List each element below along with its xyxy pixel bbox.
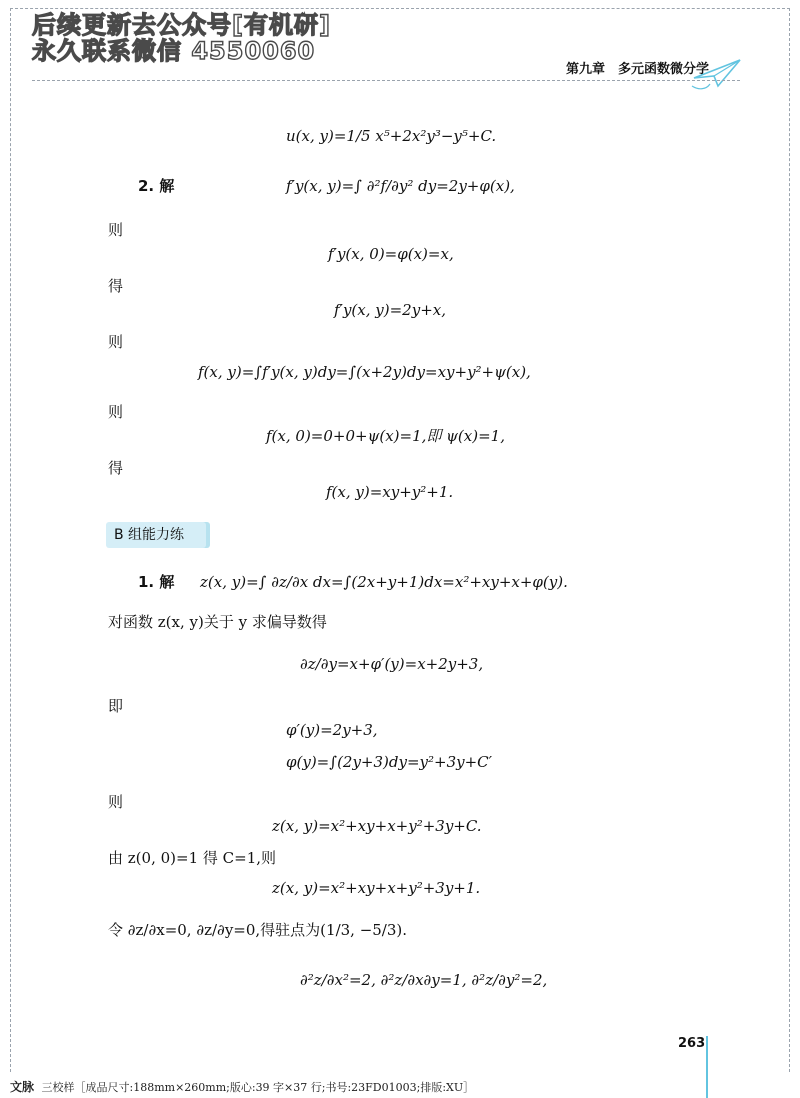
- footer-info: 三校样［成品尺寸:188mm×260mm;版心:39 字×37 行;书号:23FD01003;排版:XU］: [41, 1081, 475, 1094]
- equation-phi-prime: φ′(y)=2y+3,: [286, 721, 378, 739]
- equation-f-x0: f(x, 0)=0+0+ψ(x)=1,即 ψ(x)=1,: [266, 427, 505, 445]
- header-rule: [32, 80, 740, 81]
- watermark-line-1: 后续更新去公众号[有机研]: [32, 11, 331, 39]
- page-frame-top: [10, 8, 790, 9]
- page-number: 263: [678, 1036, 706, 1051]
- page-frame-left: [10, 8, 11, 1072]
- text-ji: 即: [108, 697, 124, 715]
- text-de-1: 得: [108, 277, 124, 295]
- equation-fy-integral: f′y(x, y)=∫ ∂²f/∂y² dy=2y+φ(x),: [286, 177, 515, 195]
- text-ze-3: 则: [108, 403, 124, 421]
- text-partial-y: 对函数 z(x, y)关于 y 求偏导数得: [108, 613, 327, 631]
- equation-fy-x0: f′y(x, 0)=φ(x)=x,: [328, 245, 454, 263]
- equation-fy-result: f′y(x, y)=2y+x,: [334, 301, 446, 319]
- text-ze-1: 则: [108, 221, 124, 239]
- text-condition: 由 z(0, 0)=1 得 C=1,则: [108, 849, 277, 867]
- equation-f-final: f(x, y)=xy+y²+1.: [326, 483, 454, 501]
- text-ze-4: 则: [108, 793, 124, 811]
- equation-z-integral: z(x, y)=∫ ∂z/∂x dx=∫(2x+y+1)dx=x²+xy+x+φ(y).: [200, 573, 568, 591]
- equation-z-with-c: z(x, y)=x²+xy+x+y²+3y+C.: [272, 817, 482, 835]
- footer: [10, 1078, 474, 1095]
- problem-2-label: 2. 解: [138, 177, 175, 195]
- section-heading: B 组能力练: [106, 522, 206, 548]
- page-number-bar: [706, 1036, 708, 1098]
- page-frame-right: [789, 8, 790, 1072]
- text-stationary-point: 令 ∂z/∂x=0, ∂z/∂y=0,得驻点为(1/3, −5/3).: [108, 921, 408, 939]
- equation-second-derivatives: ∂²z/∂x²=2, ∂²z/∂x∂y=1, ∂²z/∂y²=2,: [300, 971, 548, 989]
- paper-plane-icon: [688, 56, 748, 92]
- equation-phi: φ(y)=∫(2y+3)dy=y²+3y+C′: [286, 753, 493, 771]
- text-de-2: 得: [108, 459, 124, 477]
- chapter-title: 第九章 多元函数微分学: [566, 62, 710, 77]
- text-ze-2: 则: [108, 333, 124, 351]
- equation-z-final: z(x, y)=x²+xy+x+y²+3y+1.: [272, 879, 481, 897]
- equation-f-integral: f(x, y)=∫f′y(x, y)dy=∫(x+2y)dy=xy+y²+ψ(x),: [198, 363, 531, 381]
- watermark-line-2: 永久联系微信 4550060: [32, 37, 316, 65]
- equation-dz-dy: ∂z/∂y=x+φ′(y)=x+2y+3,: [300, 655, 484, 673]
- equation-u: u(x, y)=1/5 x⁵+2x²y³−y⁵+C.: [286, 127, 497, 145]
- footer-brand: 文脉: [10, 1080, 35, 1094]
- problem-1-label: 1. 解: [138, 573, 175, 591]
